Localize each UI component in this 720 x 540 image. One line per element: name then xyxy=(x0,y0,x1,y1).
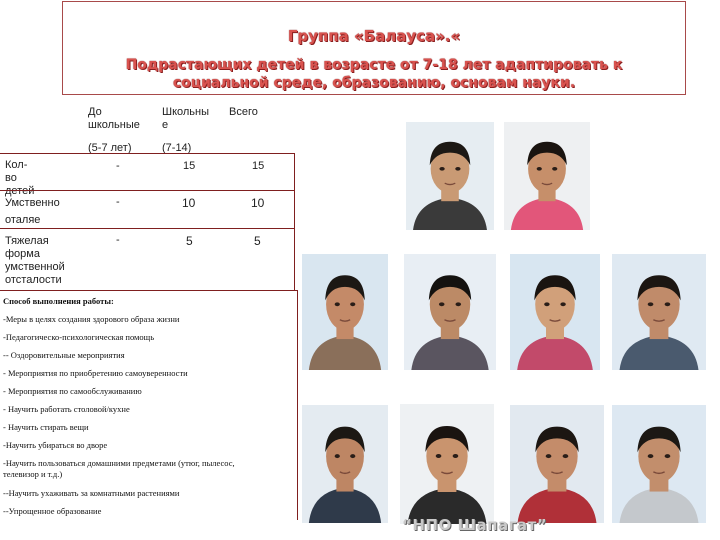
table-divider xyxy=(0,153,294,154)
row-mental-preschool: - xyxy=(116,196,120,208)
photo-boy-5 xyxy=(302,405,388,523)
group-title: Группа «Балауса».« xyxy=(287,27,461,45)
method-item: - Научить работать столовой/кухне xyxy=(3,404,130,414)
col-header-total: Всего xyxy=(229,106,258,118)
col-header-preschool: До школьные (5-7 лет) xyxy=(88,106,140,154)
subtitle-line-2: социальной среде, образованию, основам науки. xyxy=(172,75,576,91)
method-heading: Способ выполнения работы: xyxy=(3,296,114,306)
method-top-border xyxy=(0,290,298,291)
method-right-border xyxy=(297,290,298,520)
method-item: - Научить стирать вещи xyxy=(3,422,89,432)
method-item: -Педагогическо-психологическая помощь xyxy=(3,332,155,342)
method-item: --Научить ухаживать за комнатными растениями xyxy=(3,488,180,498)
subtitle-line-1: Подрастающих детей в возрасте от 7-18 лет адаптировать к xyxy=(125,57,623,73)
method-item: -- Оздоровительные мероприятия xyxy=(3,350,125,360)
photo-boy-7 xyxy=(612,405,706,523)
photo-girl-3 xyxy=(400,404,494,524)
row-mental-school: 10 xyxy=(182,196,196,210)
photo-girl-2 xyxy=(510,254,600,370)
row-count-school: 15 xyxy=(183,160,196,172)
subtitle xyxy=(63,56,685,92)
method-item: -Меры в целях создания здорового образа жизни xyxy=(3,314,180,324)
method-item: --Упрощенное образование xyxy=(3,506,102,516)
photo-boy-4 xyxy=(612,254,706,370)
row-count-total: 15 xyxy=(252,160,265,172)
col-header-school: Школьны е (7-14) xyxy=(162,106,210,154)
photo-boy-3 xyxy=(404,254,496,370)
method-item: - Мероприятия по приобретению самоуверенности xyxy=(3,368,188,378)
row-label-mental: Умственно оталяе xyxy=(5,197,60,226)
row-severe-preschool: - xyxy=(116,234,120,246)
photo-boy-1 xyxy=(406,122,494,230)
row-count-preschool: - xyxy=(116,160,120,172)
photo-boy-2 xyxy=(302,254,388,370)
row-label-severe: Тяжелая форма умственной отсталости xyxy=(5,235,65,286)
method-item: -Научить убираться во дворе xyxy=(3,440,108,450)
row-severe-school: 5 xyxy=(186,234,193,248)
photo-girl-1 xyxy=(504,122,590,230)
row-severe-total: 5 xyxy=(254,234,261,248)
table-right-border xyxy=(294,153,295,291)
table-divider xyxy=(0,190,294,191)
row-mental-total: 10 xyxy=(251,196,265,210)
org-footer: “НПО Шапагат” xyxy=(402,516,548,534)
title-box xyxy=(62,1,686,95)
row-label-count: Кол-во детей xyxy=(5,159,35,197)
photo-boy-6 xyxy=(510,405,604,523)
method-item: -Научить пользоваться домашними предметами (утюг, пылесос, телевизор и т.д.) xyxy=(3,458,235,479)
table-divider xyxy=(0,228,294,229)
method-item: - Мероприятия по самообслуживанию xyxy=(3,386,142,396)
